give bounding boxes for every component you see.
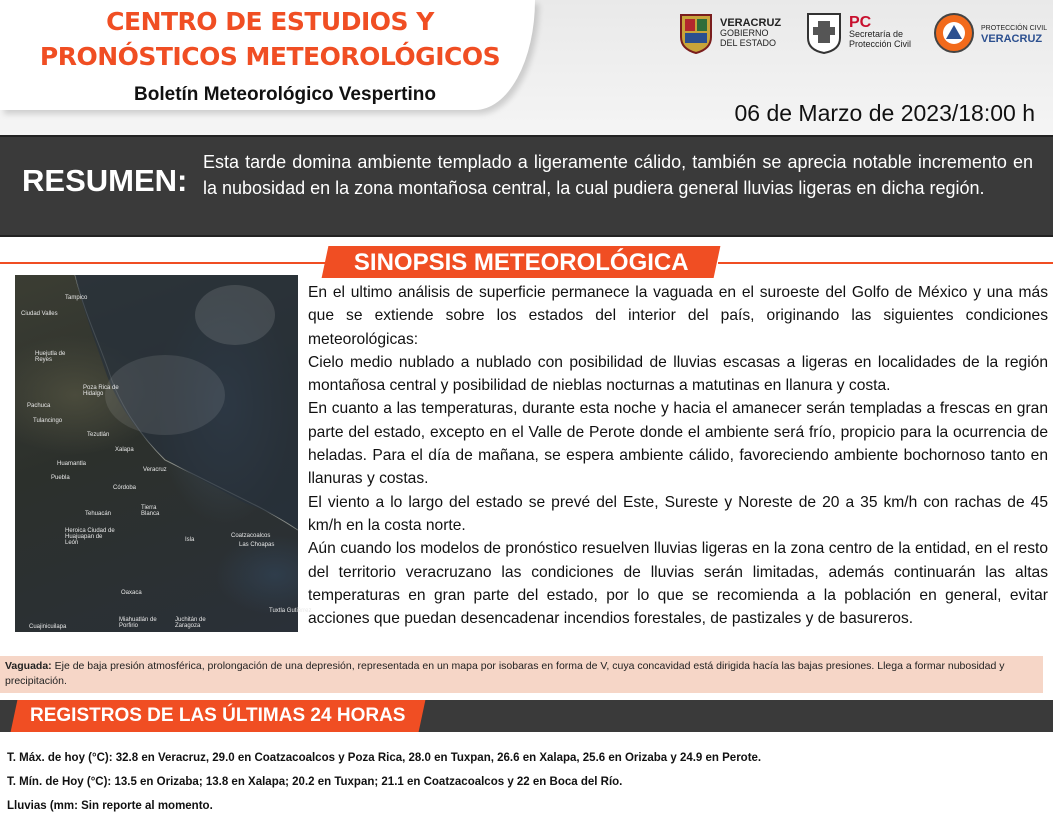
vaguada-definition: Eje de baja presión atmosférica, prolongación de una depresión, representada en un mapa por isobaras en forma de V, cuya concavidad está dirigida hacía las bajas presiones. Llega a formar nubosidad y precipitación.	[5, 660, 1005, 687]
sinopsis-paragraph: Cielo medio nublado a nublado con posibilidad de lluvias escasas a ligeras en localidades de la región montañosa central y posibilidad de nieblas nocturnas a matutinas en llanura y costa.	[308, 353, 1048, 395]
map-label: Tezutlán	[87, 432, 110, 438]
bulletin-subtitle: Boletín Meteorológico Vespertino	[134, 84, 436, 105]
vaguada-term: Vaguada:	[5, 660, 52, 672]
pcv-logo-line-2: VERACRUZ	[981, 33, 1043, 45]
veracruz-logo-line-1: VERACRUZ	[720, 17, 782, 29]
map-label: Coatzacoalcos	[231, 533, 271, 539]
map-label: Pachuca	[27, 403, 51, 409]
map-label: Tuxtla Gutiérrez	[269, 608, 312, 614]
sinopsis-divider-left	[0, 262, 330, 264]
map-label: Tulancingo	[33, 418, 63, 424]
summary-label: RESUMEN:	[22, 163, 188, 198]
map-label: Huamantla	[57, 461, 87, 467]
map-label: Ciudad Valles	[21, 311, 58, 317]
records-list	[7, 746, 1047, 818]
pc-logo-abbr: PC	[849, 13, 872, 31]
sinopsis-paragraph: Aún cuando los modelos de pronóstico resuelven lluvias ligeras en la zona centro de la entidad, en el resto del territorio veracruzano las condiciones de lluvias serán limitadas, además continuarán las altas temperaturas en gran parte del estado, por lo que se recomienda a la población en general, evitar acciones que puedan desencadenar incendios forestales, de pastizales y de basureros.	[308, 540, 1048, 628]
map-label: Las Choapas	[239, 542, 275, 548]
map-label: Isla	[185, 537, 195, 543]
civil-protection-emblem-icon	[933, 12, 975, 54]
sinopsis-title: SINOPSIS METEOROLÓGICA	[353, 249, 689, 276]
map-label: Miahuatlán de Porfirio	[119, 617, 157, 629]
sinopsis-paragraph: En el ultimo análisis de superficie permanece la vaguada en el suroeste del Golfo de México y una más que se extiende sobre los estados del interior del país, originando las siguientes condiciones meteorológicas:	[308, 284, 1048, 348]
map-label: Veracruz	[143, 467, 167, 473]
vaguada-definition-box	[0, 656, 1043, 693]
map-label: Poza Rica de Hidalgo	[83, 385, 119, 397]
map-label: Huejutla de Reyes	[35, 351, 66, 363]
proteccion-civil-secretaria-logo	[805, 8, 911, 58]
bulletin-date: 06 de Marzo de 2023/18:00 h	[734, 100, 1035, 126]
pc-logo-line-1: Secretaría de	[849, 28, 904, 39]
map-label: Tierra Blanca	[141, 505, 160, 517]
map-label: Juchitán de Zaragoza	[175, 617, 206, 629]
map-label: Córdoba	[113, 485, 137, 491]
sinopsis-banner	[322, 246, 721, 278]
proteccion-civil-veracruz-logo	[933, 8, 1047, 58]
title-line-1: CENTRO DE ESTUDIOS Y	[106, 7, 434, 36]
map-label: Tampico	[65, 295, 88, 301]
record-lluvias: Lluvias (mm: Sin reporte al momento.	[7, 800, 213, 812]
map-label: Cuajinicuilapa	[29, 624, 67, 630]
map-label: Puebla	[51, 475, 70, 481]
record-tmin: T. Mín. de Hoy (°C): 13.5 en Orizaba; 13.8 en Xalapa; 20.2 en Tuxpan; 21.1 en Coatzacoalcos y 22 en Boca del Río.	[7, 776, 623, 788]
veracruz-logo-line-2: GOBIERNO	[720, 28, 769, 38]
sinopsis-paragraph: En cuanto a las temperaturas, durante esta noche y hacia el amanecer serán templadas a frescas en gran parte del estado, excepto en el Valle de Perote donde el ambiente será frío, propicio para la ocurrencia de heladas. Para el día de mañana, se espera ambiente cálido, favoreciendo ambiente bochornoso tanto en llanuras y costas.	[308, 400, 1048, 488]
pc-logo-line-2: Protección Civil	[849, 38, 912, 49]
map-label: Xalapa	[115, 447, 134, 453]
registros-title: REGISTROS DE LAS ÚLTIMAS 24 HORAS	[30, 705, 406, 726]
pc-shield-icon	[805, 11, 843, 55]
summary-text: Esta tarde domina ambiente templado a ligeramente cálido, también se aprecia notable incremento en la nubosidad en la zona montañosa central, la cual pudiera general lluvias ligeras en dicha región.	[203, 152, 1033, 198]
veracruz-shield-icon	[678, 11, 714, 55]
satellite-map	[15, 275, 312, 632]
veracruz-government-logo	[678, 8, 781, 58]
map-label: Oaxaca	[121, 590, 142, 596]
map-label: Heroica Ciudad de Huajuapan de León	[65, 528, 115, 546]
coastline-outline	[15, 275, 298, 632]
summary-panel	[0, 135, 1053, 237]
title-line-2: PRONÓSTICOS METEOROLÓGICOS	[39, 42, 501, 71]
map-label: Tehuacán	[85, 511, 112, 517]
bulletin-title	[20, 4, 520, 74]
sinopsis-divider-right	[718, 262, 1053, 264]
record-tmax: T. Máx. de hoy (°C): 32.8 en Veracruz, 29.0 en Coatzacoalcos y Poza Rica, 28.0 en Tuxpan, 26.6 en Xalapa, 25.6 en Orizaba y 24.9 en Perote.	[7, 752, 762, 764]
pcv-logo-line-1: PROTECCIÓN CIVIL	[981, 25, 1048, 32]
sinopsis-paragraph: El viento a lo largo del estado se prevé del Este, Sureste y Noreste de 20 a 35 km/h con rachas de 45 km/h en la costa norte.	[308, 493, 1048, 534]
sinopsis-body	[308, 281, 1048, 630]
veracruz-logo-line-3: DEL ESTADO	[720, 38, 777, 48]
registros-banner	[11, 700, 426, 732]
